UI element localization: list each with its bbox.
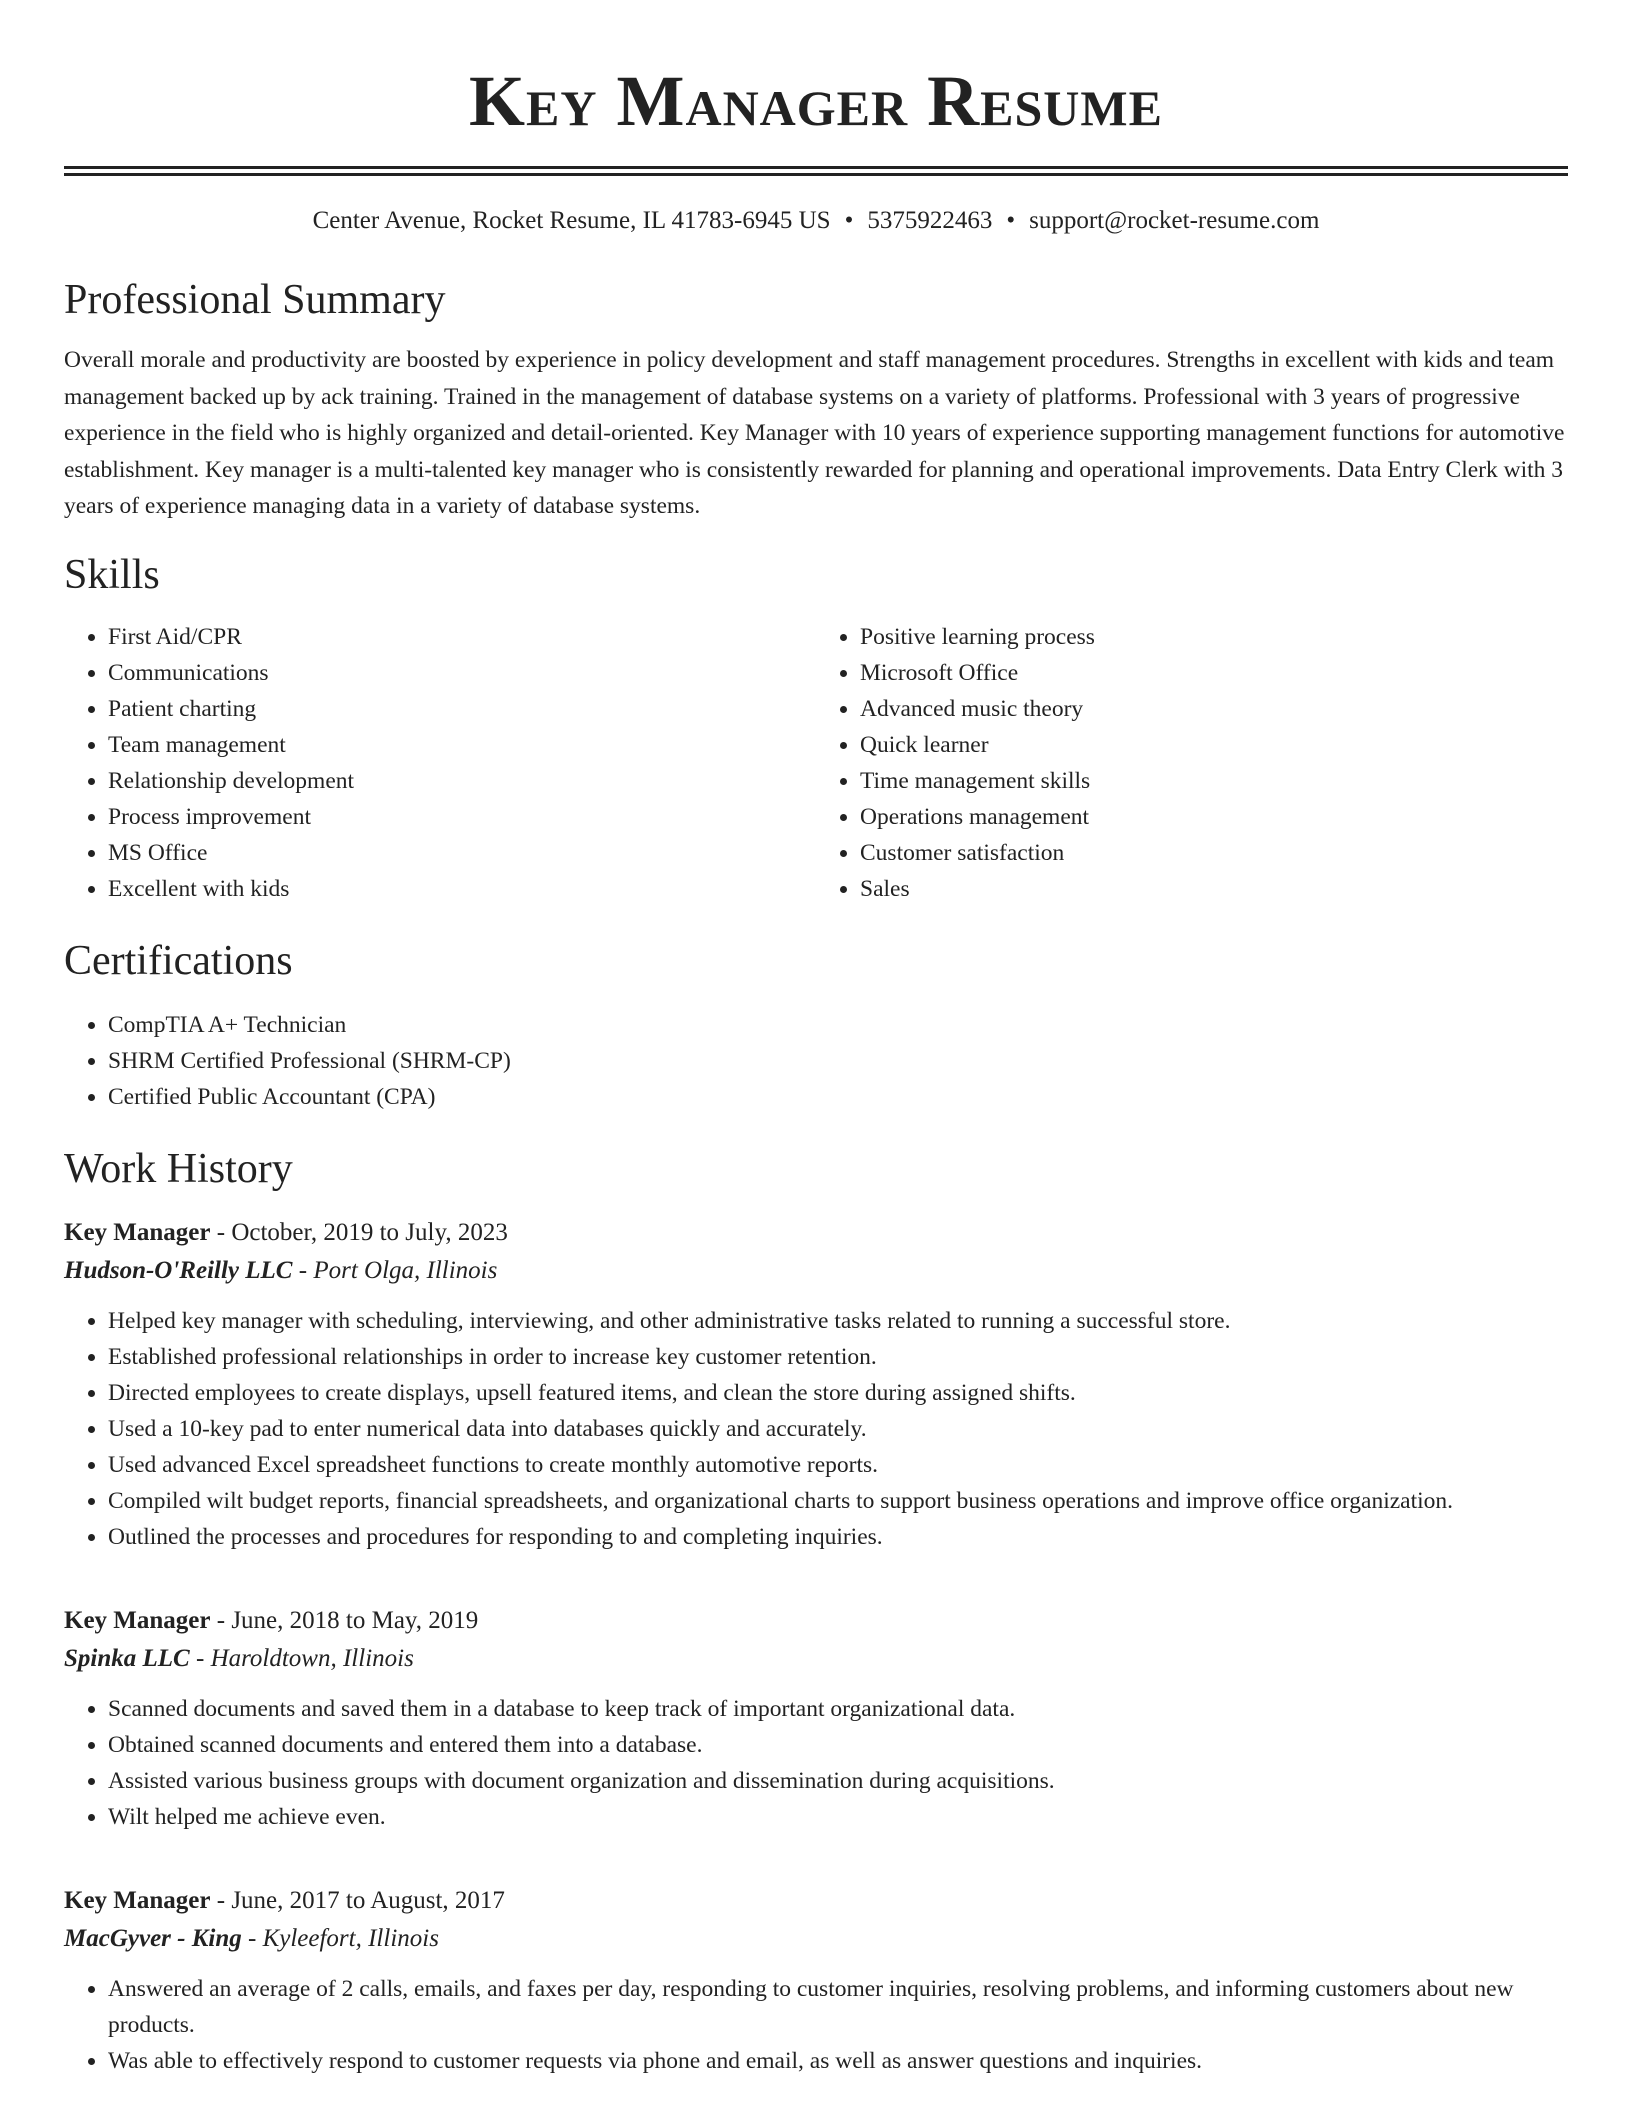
- duty-item: • Helped key manager with scheduling, interviewing, and other administrative tasks related to running a successful store.: [108, 1303, 1568, 1339]
- company-line: Hudson-O'Reilly LLC - Port Olga, Illinois: [64, 1256, 498, 1284]
- company-name: Hudson-O'Reilly LLC: [64, 1256, 293, 1284]
- skill-item: • Microsoft Office: [860, 655, 1568, 691]
- job-entry: [64, 1883, 1568, 2079]
- title-divider: [64, 166, 1568, 176]
- job-dates: June, 2017 to August, 2017: [231, 1886, 505, 1914]
- duty-item: • Established professional relationships in order to increase key customer retention.: [108, 1339, 1568, 1375]
- certification-item: • CompTIA A+ Technician: [108, 1007, 1568, 1043]
- skill-item: • Positive learning process: [860, 619, 1568, 655]
- job-entry: [64, 1215, 1568, 1555]
- skill-item: • Operations management: [860, 799, 1568, 835]
- job-title-line: Key Manager - June, 2017 to August, 2017: [64, 1886, 505, 1914]
- job-title-line: Key Manager - June, 2018 to May, 2019: [64, 1606, 479, 1634]
- summary-heading: Professional Summary: [64, 277, 446, 323]
- skill-item: • Team management: [108, 727, 816, 763]
- duty-item: • Scanned documents and saved them in a database to keep track of important organizational data.: [108, 1691, 1568, 1727]
- contact-email[interactable]: support@rocket-resume.com: [1029, 207, 1320, 234]
- skill-item: • Quick learner: [860, 727, 1568, 763]
- skill-item: • Customer satisfaction: [860, 835, 1568, 871]
- job-title-line: Key Manager - October, 2019 to July, 2023: [64, 1218, 508, 1246]
- duty-item: • Wilt helped me achieve even.: [108, 1799, 1568, 1835]
- job-dates: October, 2019 to July, 2023: [231, 1218, 508, 1246]
- job-title: Key Manager: [64, 1218, 211, 1246]
- work-history-heading: Work History: [64, 1145, 293, 1192]
- skill-item: • First Aid/CPR: [108, 619, 816, 655]
- resume-page: [64, 0, 1568, 2079]
- certifications-list: [64, 1007, 1568, 1115]
- job-entry: [64, 1603, 1568, 1835]
- skill-item: • Patient charting: [108, 691, 816, 727]
- duty-item: • Used advanced Excel spreadsheet functions to create monthly automotive reports.: [108, 1447, 1568, 1483]
- duties-list: [64, 1303, 1568, 1555]
- skill-item: • MS Office: [108, 835, 816, 871]
- duty-item: • Directed employees to create displays, upsell featured items, and clean the store during assigned shifts.: [108, 1375, 1568, 1411]
- contact-address: Center Avenue, Rocket Resume, IL 41783-6945 US: [312, 207, 831, 234]
- certification-item: • SHRM Certified Professional (SHRM-CP): [108, 1043, 1568, 1079]
- skill-item: • Time management skills: [860, 763, 1568, 799]
- contact-separator: •: [844, 207, 854, 234]
- duty-item: • Was able to effectively respond to customer requests via phone and email, as well as answer questions and inquiries.: [108, 2043, 1568, 2079]
- duty-item: • Assisted various business groups with document organization and dissemination during acquisitions.: [108, 1763, 1568, 1799]
- company-location: Haroldtown, Illinois: [210, 1644, 414, 1672]
- contact-separator: •: [1006, 207, 1016, 234]
- duty-item: • Answered an average of 2 calls, emails, and faxes per day, responding to customer inquiries, resolving problems, and informing customers about new products.: [108, 1971, 1568, 2043]
- job-title: Key Manager: [64, 1886, 211, 1914]
- skills-columns: [64, 619, 1568, 907]
- duty-item: • Obtained scanned documents and entered them into a database.: [108, 1727, 1568, 1763]
- page-title: Key Manager Resume: [469, 61, 1163, 141]
- skill-item: • Relationship development: [108, 763, 816, 799]
- skills-heading: Skills: [64, 551, 160, 598]
- duty-item: • Outlined the processes and procedures for responding to and completing inquiries.: [108, 1519, 1568, 1555]
- company-name: Spinka LLC: [64, 1644, 190, 1672]
- certifications-heading: Certifications: [64, 937, 293, 984]
- skill-item: • Excellent with kids: [108, 871, 816, 907]
- contact-phone: 5375922463: [867, 207, 993, 234]
- duty-item: • Used a 10-key pad to enter numerical data into databases quickly and accurately.: [108, 1411, 1568, 1447]
- skills-list-right: [816, 619, 1568, 907]
- company-line: Spinka LLC - Haroldtown, Illinois: [64, 1644, 414, 1672]
- summary-text: Overall morale and productivity are boosted by experience in policy development and staff management procedures. Strengths in excellent with kids and team management backed up by ack training. Trained in the management of database systems on a variety of platforms. Professional with 3 years of progressive experience in the field who is highly organized and detail-oriented. Key Manager with 10 years of experience supporting management functions for automotive establishment. Key manager is a multi-talented key manager who is consistently rewarded for planning and operational improvements. Data Entry Clerk with 3 years of experience managing data in a variety of database systems.: [64, 347, 1565, 519]
- duty-item: • Compiled wilt budget reports, financial spreadsheets, and organizational charts to support business operations and improve office organization.: [108, 1483, 1568, 1519]
- company-location: Kyleefort, Illinois: [262, 1924, 439, 1952]
- certification-item: • Certified Public Accountant (CPA): [108, 1079, 1568, 1115]
- duties-list: [64, 1691, 1568, 1835]
- company-name: MacGyver - King: [64, 1924, 242, 1952]
- skill-item: • Process improvement: [108, 799, 816, 835]
- company-location: Port Olga, Illinois: [313, 1256, 498, 1284]
- job-dates: June, 2018 to May, 2019: [231, 1606, 479, 1634]
- duties-list: [64, 1971, 1568, 2079]
- company-line: MacGyver - King - Kyleefort, Illinois: [64, 1924, 439, 1952]
- skill-item: • Communications: [108, 655, 816, 691]
- skills-list-left: [64, 619, 816, 907]
- skill-item: • Advanced music theory: [860, 691, 1568, 727]
- job-title: Key Manager: [64, 1606, 211, 1634]
- contact-line: [64, 206, 1568, 236]
- skill-item: • Sales: [860, 871, 1568, 907]
